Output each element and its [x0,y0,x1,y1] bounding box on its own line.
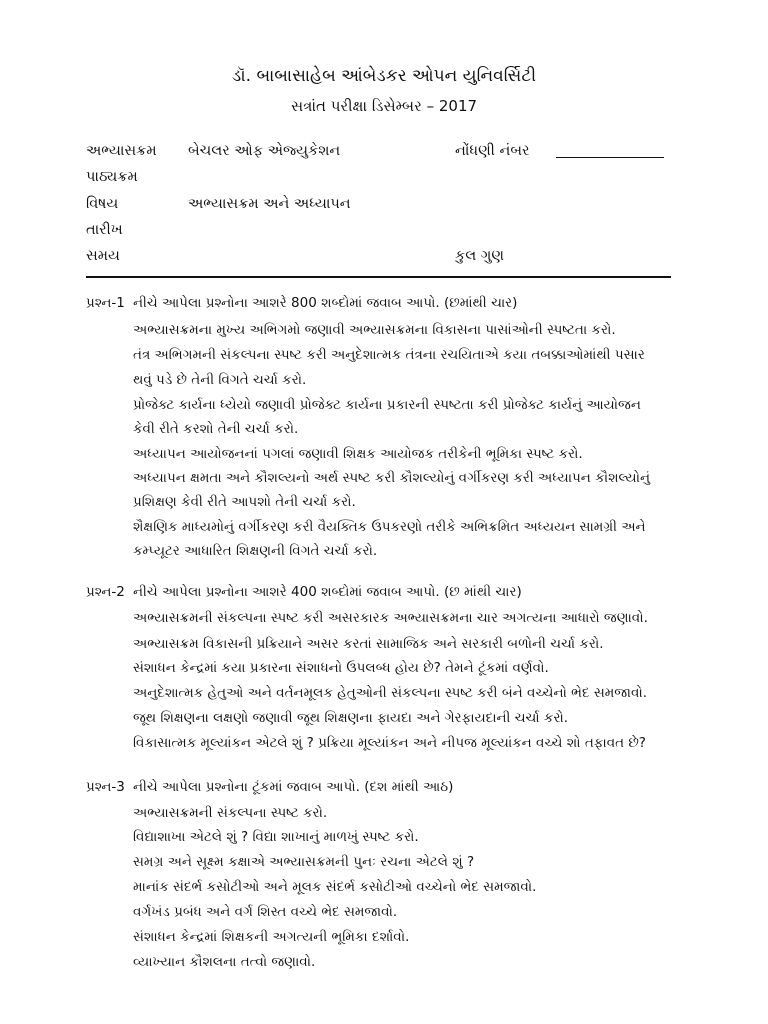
registration-blank-line [556,157,664,158]
question-2-line: સંશાધન કેન્દ્રમાં કયા પ્રકારના સંશાધનો ઉપલબ્ધ હોય છે? તેમને ટૂંકમાં વર્ણવો. [133,660,549,676]
question-3-line: અભ્યાસક્રમની સંકલ્પના સ્પષ્ટ કરો. [133,805,328,821]
subject-label: વિષય [86,196,119,212]
header-divider [86,276,671,278]
question-2-instruction: નીચે આપેલા પ્રશ્નોના આશરે 400 શબ્દોમાં જવાબ આપો. (છ માંથી ચાર) [133,584,522,600]
question-3-instruction: નીચે આપેલા પ્રશ્નોના ટૂંકમાં જવાબ આપો. (દશ માંથી આઠ) [133,779,454,795]
question-3-line: વર્ગખંડ પ્રબંધ અને વર્ગ શિસ્ત વચ્ચે ભેદ સમજાવો. [133,904,398,920]
subject-value: અભ્યાસક્રમ અને અધ્યાપન [188,196,351,212]
question-1-line: તંત્ર અભિગમની સંકલ્પના સ્પષ્ટ કરી અનુદેશાત્મક તંત્રના રચયિતાએ કયા તબક્કાઓમાંથી પસાર [133,347,645,363]
question-1-line: પ્રશિક્ષણ કેવી રીતે આપશો તેની ચર્ચા કરો. [133,494,356,510]
registration-label: નોંધણી નંબર [455,143,530,159]
question-1-line: થવું પડે છે તેની વિગતે ચર્ચા કરો. [133,372,307,388]
question-1-line: શૈક્ષણિક માધ્યમોનું વર્ગીકરણ કરી વૈયક્તિક ઉપકરણો તરીકે અભિક્રમિત અધ્યયન સામગ્રી અને [133,519,646,535]
question-1-line: અધ્યાપન આયોજનનાં પગલાં જણાવી શિક્ષક આયોજક તરીકેની ભૂમિકા સ્પષ્ટ કરો. [133,446,583,462]
question-1-label: પ્રશ્ન-1 [86,295,125,311]
time-label: સમય [86,248,120,264]
date-label: તારીખ [86,222,123,238]
question-2-line: અનુદેશાત્મક હેતુઓ અને વર્તનમૂલક હેતુઓની સંકલ્પના સ્પષ્ટ કરી બંને વચ્ચેનો ભેદ સમજાવો. [133,685,648,701]
question-1-instruction: નીચે આપેલા પ્રશ્નોના આશરે 800 શબ્દોમાં જવાબ આપો. (છમાંથી ચાર) [133,295,518,311]
question-2-line: વિકાસાત્મક મૂલ્યાંકન એટલે શું ? પ્રક્રિયા મૂલ્યાંકન અને નીપજ મૂલ્યાંકન વચ્ચે શો તફાવત છે? [133,735,646,751]
question-1-line: અભ્યાસક્રમના મુખ્ય અભિગમો જણાવી અભ્યાસક્રમના વિકાસના પાસાંઓની સ્પષ્ટતા કરો. [133,322,616,338]
question-1-line: કમ્પ્યૂટર આધારિત શિક્ષણની વિગતે ચર્ચા કરો. [133,543,378,559]
question-2-line: અભ્યાસક્રમ વિકાસની પ્રક્રિયાને અસર કરતાં સામાજિક અને સરકારી બળોની ચર્ચા કરો. [133,636,604,652]
course-label: અભ્યાસક્રમ [86,143,157,159]
question-2-line: જૂથ શિક્ષણના લક્ષણો જણાવી જૂથ શિક્ષણના ફાયદા અને ગેરફાયદાની ચર્ચા કરો. [133,710,569,726]
question-2-line: અભ્યાસક્રમની સંકલ્પના સ્પષ્ટ કરી અસરકારક અભ્યાસક્રમના ચાર અગત્યના આધારો જણાવો. [133,610,648,626]
question-3-label: પ્રશ્ન-3 [86,779,125,795]
question-1-line: પ્રોજેક્ટ કાર્યના ધ્યેયો જણાવી પ્રોજેક્ટ કાર્યના પ્રકારની સ્પષ્ટતા કરી પ્રોજેક્ટ કાર્યનું આયોજન [133,397,641,413]
question-1-line: કેવી રીતે કરશો તેની ચર્ચા કરો. [133,421,299,437]
question-3-line: સમગ્ર અને સૂક્ષ્મ કક્ષાએ અભ્યાસક્રમની પુનઃ રચના એટલે શું ? [133,854,475,870]
syllabus-label: પાઠ્યક્રમ [86,169,138,185]
question-1-line: અધ્યાપન ક્ષમતા અને કૌશલ્યનો અર્થ સ્પષ્ટ કરી કૌશલ્યોનું વર્ગીકરણ કરી અધ્યાપન કૌશલ્યોનું [133,470,651,486]
question-3-line: માનાંક સંદર્ભ કસોટીઓ અને મૂલક સંદર્ભ કસોટીઓ વચ્ચેનો ભેદ સમજાવો. [133,879,537,895]
total-marks-label: કુલ ગુણ [455,248,505,264]
question-2-label: પ્રશ્ન-2 [86,584,125,600]
question-3-line: વ્યાખ્યાન કૌશલના તત્વો જણાવો. [133,954,316,970]
question-3-line: સંશાધન કેન્દ્રમાં શિક્ષકની અગત્યની ભૂમિકા દર્શાવો. [133,929,410,945]
university-title: ડૉ. બાબાસાહેબ આંબેડકર ઓપન યુનિવર્સિટી [231,66,537,86]
exam-title: સત્રાંત પરીક્ષા ડિસેમ્બર – 2017 [290,97,478,115]
course-value: બેચલર ઓફ એજ્યુકેશન [188,143,341,159]
question-3-line: વિદ્યાશાખા એટલે શું ? વિદ્યા શાખાનું માળખું સ્પષ્ટ કરો. [133,829,419,845]
